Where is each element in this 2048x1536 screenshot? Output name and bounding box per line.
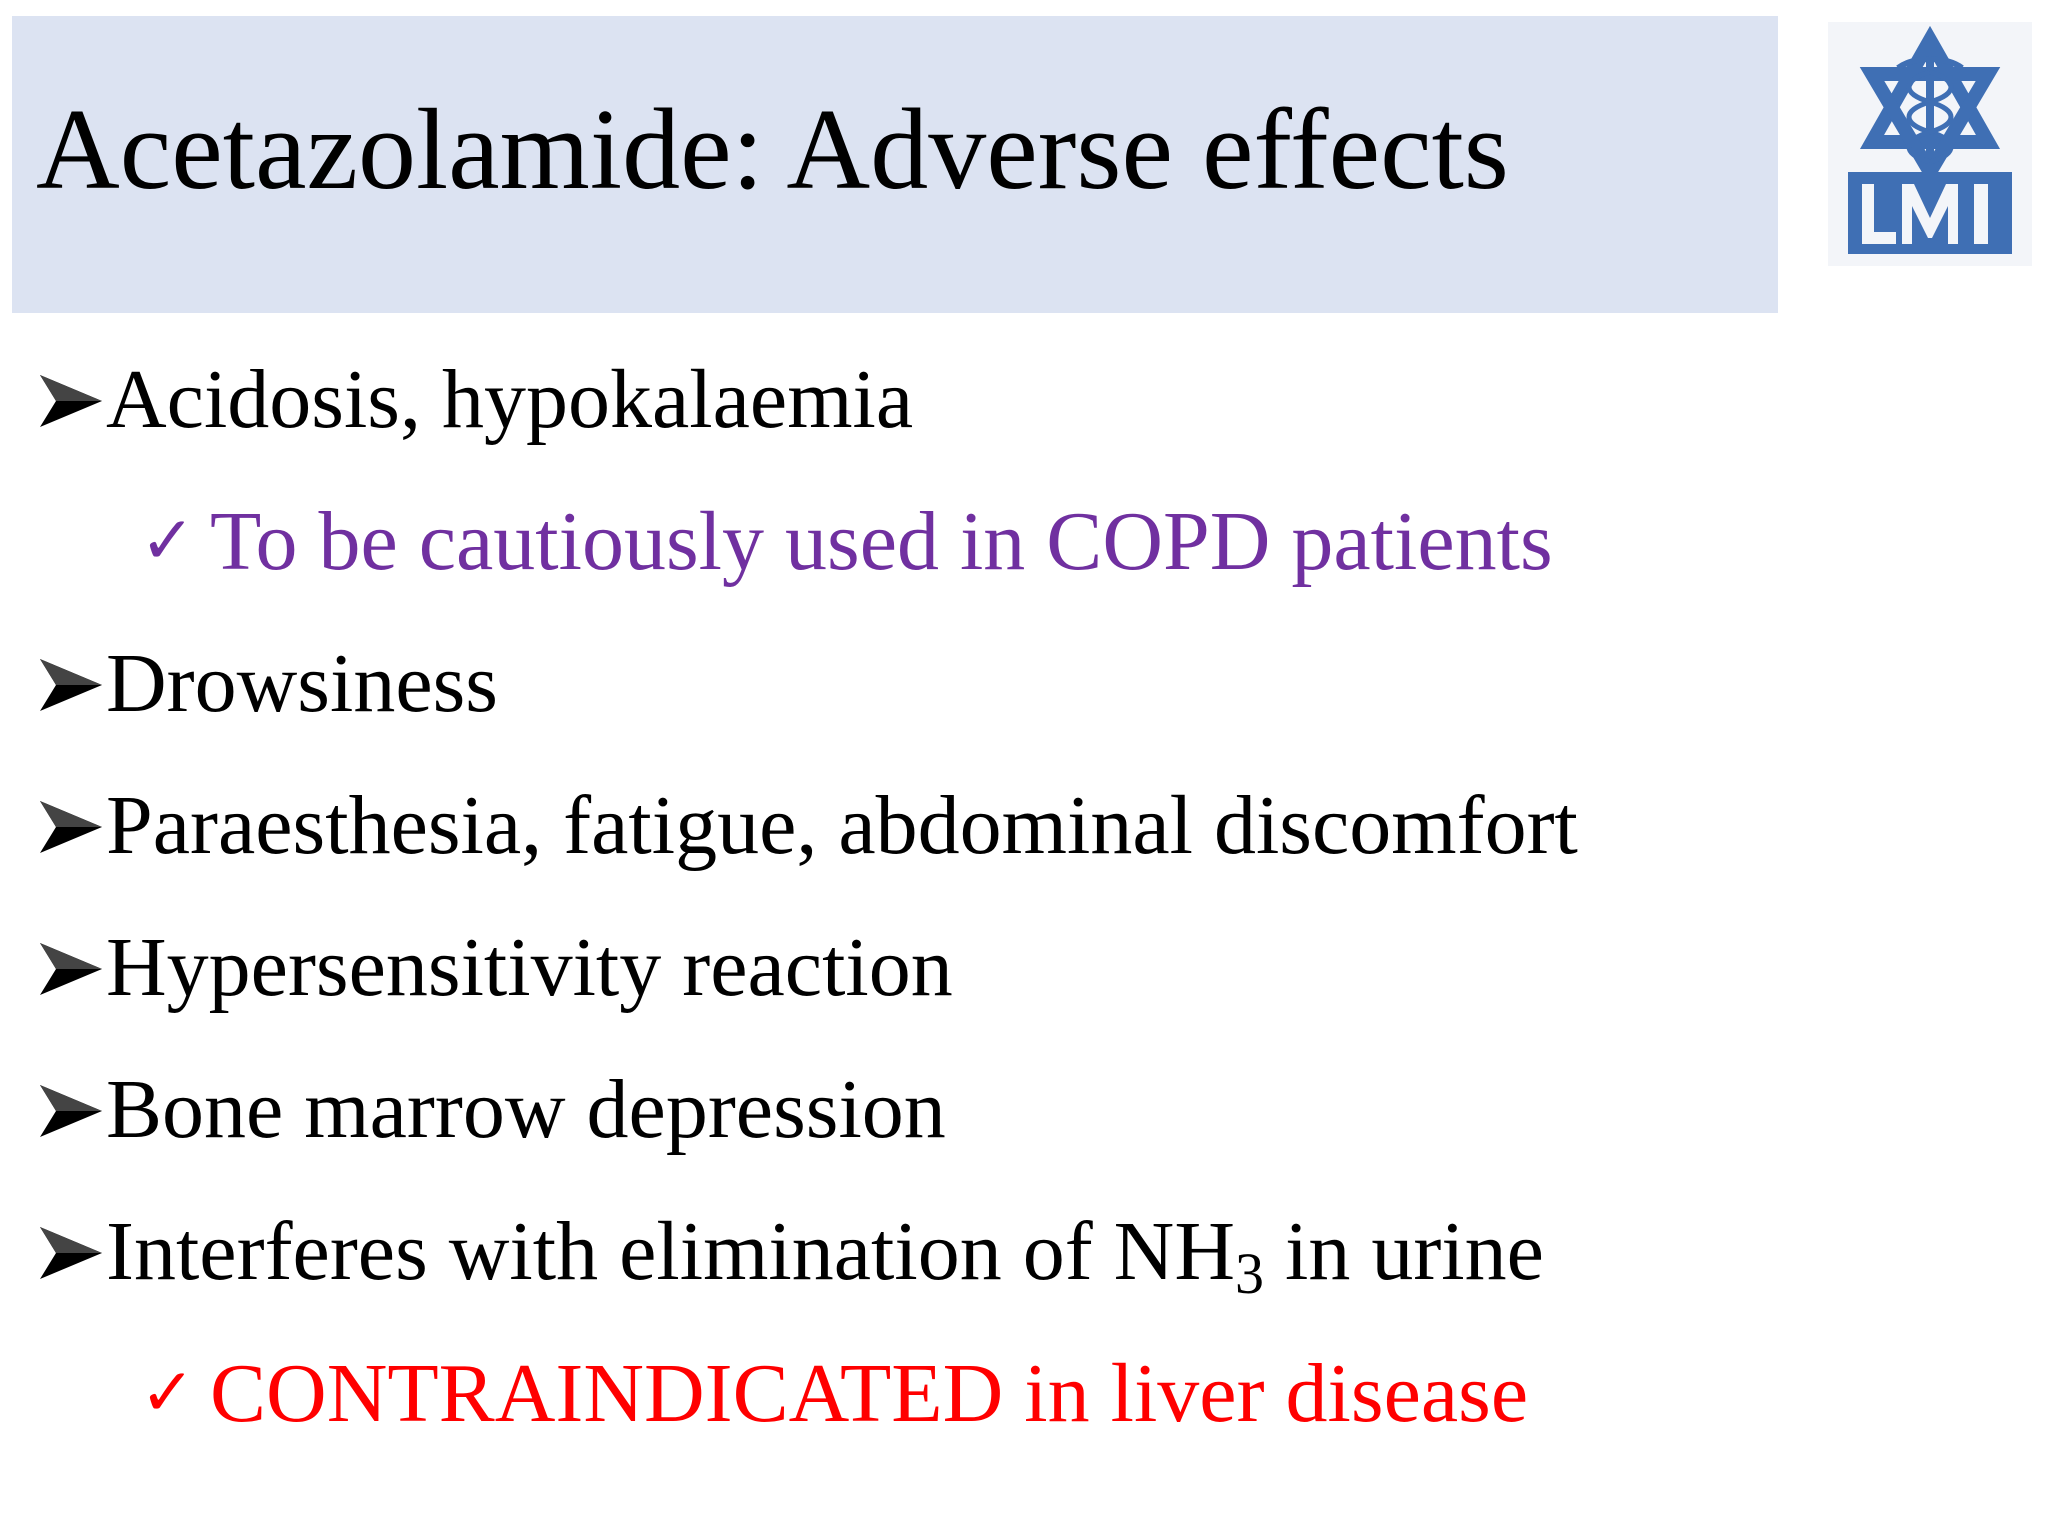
subpoint-text: To be cautiously used in COPD patients (210, 495, 1553, 588)
bullet-text: Interferes with elimination of NH (106, 1205, 1235, 1298)
bullet-bone-marrow (38, 1063, 946, 1156)
arrow-bullet-icon (38, 1083, 104, 1139)
subscript-3: 3 (1235, 1241, 1264, 1306)
bullet-hypersensitivity (38, 921, 953, 1014)
caduceus-star-logo-icon (1828, 22, 2032, 266)
bullet-text: Bone marrow depression (106, 1063, 946, 1156)
bullet-nh3-elimination (38, 1205, 1544, 1306)
bullet-text-after: in urine (1264, 1205, 1544, 1298)
slide-title: Acetazolamide: Adverse effects (36, 86, 1509, 214)
subpoint-copd-caution (140, 495, 1553, 588)
check-icon: ✓ (140, 1354, 196, 1431)
arrow-bullet-icon (38, 941, 104, 997)
institution-logo (1828, 22, 2032, 266)
bullet-drowsiness (38, 637, 498, 730)
bullet-text: Drowsiness (106, 637, 498, 730)
bullet-text: Paraesthesia, fatigue, abdominal discomfort (106, 779, 1578, 872)
arrow-bullet-icon (38, 373, 104, 429)
arrow-bullet-icon (38, 799, 104, 855)
arrow-bullet-icon (38, 657, 104, 713)
subpoint-text: CONTRAINDICATED in liver disease (210, 1347, 1529, 1440)
check-icon: ✓ (140, 502, 196, 579)
bullet-acidosis (38, 353, 914, 446)
subpoint-liver-contraindication (140, 1347, 1529, 1440)
arrow-bullet-icon (38, 1225, 104, 1281)
bullet-text: Hypersensitivity reaction (106, 921, 953, 1014)
bullet-text: Acidosis, hypokalaemia (106, 353, 914, 446)
bullet-paraesthesia (38, 779, 1578, 872)
